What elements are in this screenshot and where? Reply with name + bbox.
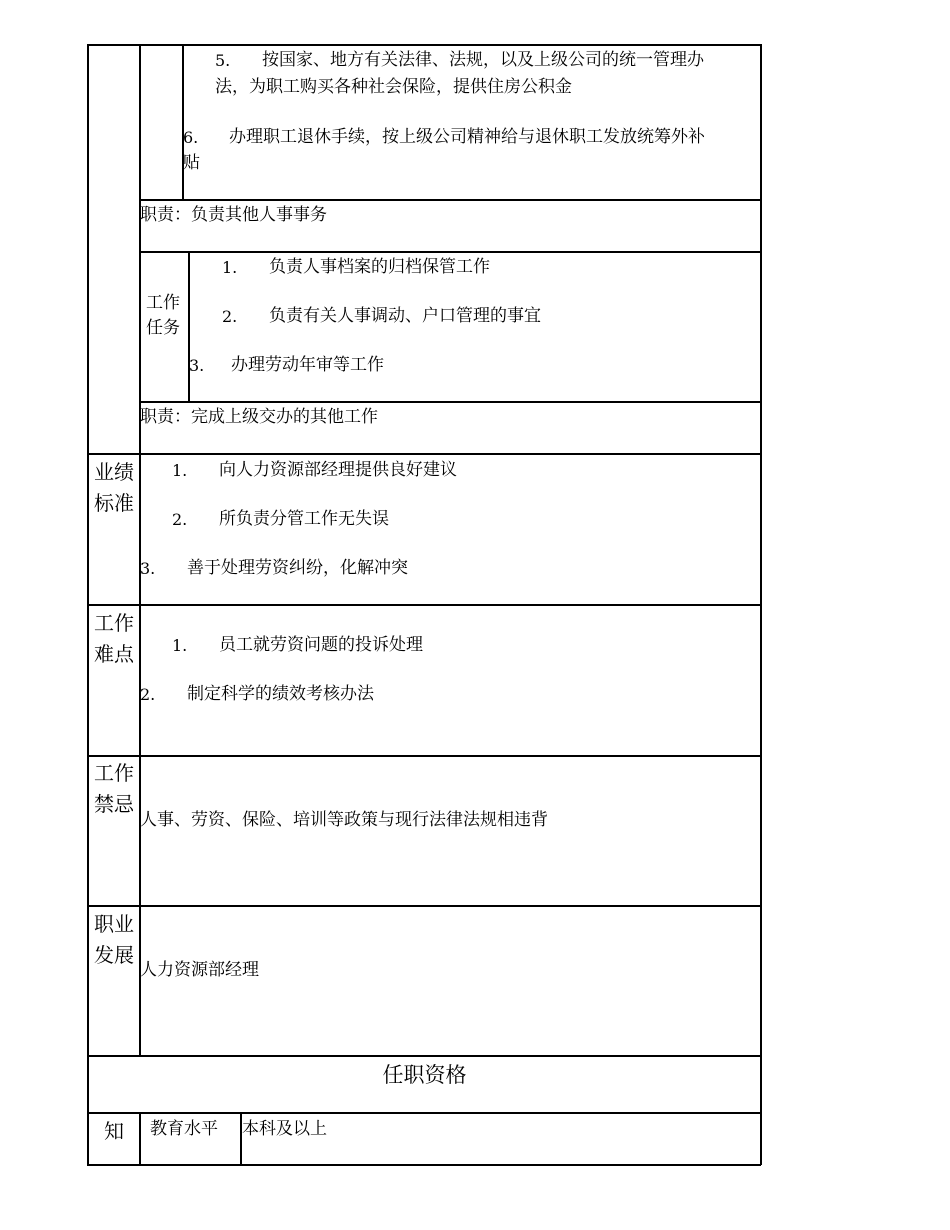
rule — [87, 44, 761, 46]
career-text: 人力资源部经理 — [140, 960, 259, 980]
list-number: 2. — [222, 307, 238, 326]
rule — [139, 44, 141, 1056]
rule — [87, 604, 761, 606]
education-value: 本科及以上 — [242, 1119, 327, 1139]
duty-text: 职责：完成上级交办的其他工作 — [140, 407, 378, 427]
rule — [139, 401, 761, 403]
rule — [87, 453, 761, 455]
list-item-text: 负责有关人事调动、户口管理的事宜 — [269, 306, 541, 326]
section-label-performance: 业绩标准 — [94, 460, 134, 515]
rule — [87, 755, 761, 757]
section-label-career: 职业发展 — [94, 912, 134, 967]
taboo-text: 人事、劳资、保险、培训等政策与现行法律法规相违背 — [140, 810, 548, 830]
list-item-text: 贴 — [183, 153, 200, 173]
list-item-text: 办理职工退休手续，按上级公司精神给与退休职工发放统筹外补 — [229, 127, 705, 147]
duty-text: 职责：负责其他人事事务 — [140, 205, 327, 225]
task-label: 工作任务 — [146, 293, 180, 338]
list-item-text: 负责人事档案的归档保管工作 — [269, 257, 490, 277]
list-item-text: 办理劳动年审等工作 — [231, 355, 384, 375]
rule — [760, 44, 762, 1165]
list-number: 5. — [215, 51, 231, 70]
rule — [139, 199, 761, 201]
section-label-taboo: 工作禁忌 — [94, 761, 134, 816]
list-number: 2. — [172, 510, 188, 529]
list-number: 3. — [189, 356, 205, 375]
rule — [87, 44, 89, 1165]
list-item-text: 所负责分管工作无失误 — [219, 509, 389, 529]
rule — [87, 1164, 761, 1166]
rule — [87, 1055, 761, 1057]
rule — [139, 1112, 141, 1164]
list-number: 1. — [172, 461, 188, 480]
qualification-heading: 任职资格 — [382, 1063, 467, 1087]
list-number: 3. — [140, 559, 156, 578]
rule — [139, 251, 761, 253]
list-number: 6. — [183, 128, 199, 147]
list-item-text: 向人力资源部经理提供良好建议 — [219, 460, 457, 480]
section-label-knowledge: 知 — [104, 1119, 124, 1143]
list-item-text: 员工就劳资问题的投诉处理 — [219, 635, 423, 655]
rule — [188, 251, 190, 402]
list-number: 2. — [140, 685, 156, 704]
list-number: 1. — [222, 258, 238, 277]
list-item-text: 善于处理劳资纠纷，化解冲突 — [187, 558, 408, 578]
list-item-text: 制定科学的绩效考核办法 — [187, 684, 374, 704]
list-item-text: 法，为职工购买各种社会保险，提供住房公积金 — [215, 77, 572, 97]
rule — [87, 905, 761, 907]
rule — [87, 1112, 761, 1114]
education-label: 教育水平 — [150, 1119, 218, 1139]
section-label-difficulty: 工作难点 — [94, 611, 134, 666]
rule — [182, 44, 184, 200]
list-item-text: 按国家、地方有关法律、法规，以及上级公司的统一管理办 — [262, 50, 704, 70]
list-number: 1. — [172, 636, 188, 655]
